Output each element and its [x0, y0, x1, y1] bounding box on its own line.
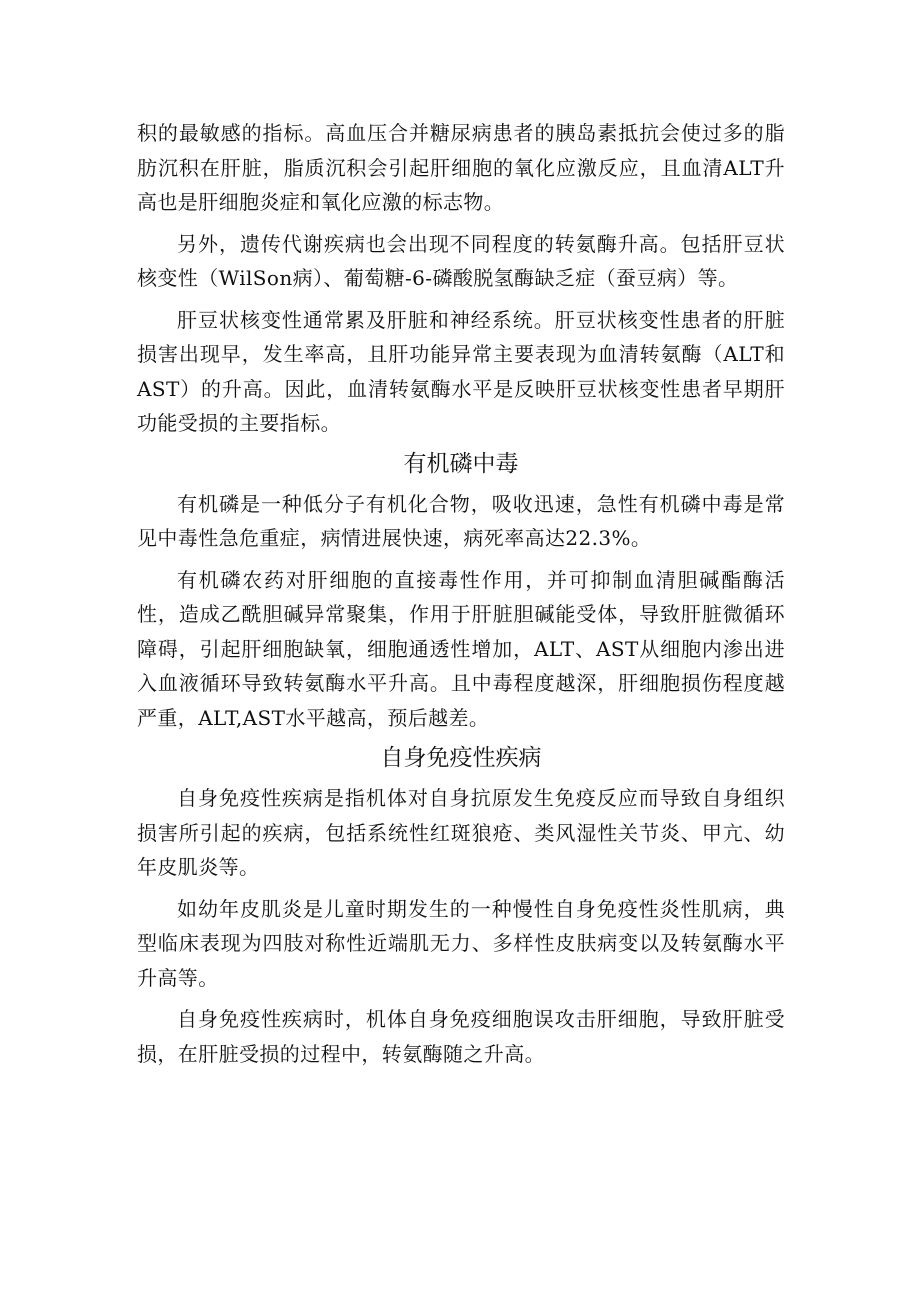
document-body — [137, 116, 785, 1071]
paragraph-wilson-disease: 肝豆状核变性通常累及肝脏和神经系统。肝豆状核变性患者的肝脏损害出现早，发生率高，且肝功能异常主要表现为血清转氨酶（ALT和AST）的升高。因此，血清转氨酶水平是反映肝豆状核变性患者早期肝功能受损的主要指标。 — [137, 307, 785, 435]
paragraph-genetic-disease: 另外，遗传代谢疾病也会出现不同程度的转氨酶升高。包括肝豆状核变性（WilSon病）、葡萄糖-6-磷酸脱氢酶缺乏症（蚕豆病）等。 — [137, 231, 785, 290]
section-heading-organophosphorus: 有机磷中毒 — [403, 450, 519, 477]
paragraph-autoimmune-liver: 自身免疫性疾病时，机体自身免疫细胞误攻击肝细胞，导致肝脏受损，在肝脏受损的过程中，转氨酶随之升高。 — [137, 1007, 785, 1066]
paragraph-organophosphorus-intro: 有机磷是一种低分子有机化合物，吸收迅速，急性有机磷中毒是常见中毒性急危重症，病情进展快速，病死率高达22.3%。 — [137, 491, 785, 550]
paragraph-autoimmune-definition: 自身免疫性疾病是指机体对自身抗原发生免疫反应而导致自身组织损害所引起的疾病，包括系统性红斑狼疮、类风湿性关节炎、甲亢、幼年皮肌炎等。 — [137, 786, 785, 879]
paragraph-juvenile-dermatomyositis: 如幼年皮肌炎是儿童时期发生的一种慢性自身免疫性炎性肌病，典型临床表现为四肢对称性近端肌无力、多样性皮肤病变以及转氨酶水平升高等。 — [137, 896, 785, 990]
section-heading-autoimmune: 自身免疫性疾病 — [380, 745, 542, 771]
paragraph-organophosphorus-mechanism: 有机磷农药对肝细胞的直接毒性作用，并可抑制血清胆碱酯酶活性，造成乙酰胆碱异常聚集，作用于肝脏胆碱能受体，导致肝脏微循环障碍，引起肝细胞缺氧，细胞通透性增加，ALT、AST从细胞内渗出进入血液循环导致转氨酶水平升高。且中毒程度越深，肝细胞损伤程度越严重，ALT,AST水平越高，预后越差。 — [137, 567, 785, 730]
paragraph-continuation: 积的最敏感的指标。高血压合并糖尿病患者的胰岛素抵抗会使过多的脂肪沉积在肝脏，脂质沉积会引起肝细胞的氧化应激反应，且血清ALT升高也是肝细胞炎症和氧化应激的标志物。 — [137, 121, 785, 214]
